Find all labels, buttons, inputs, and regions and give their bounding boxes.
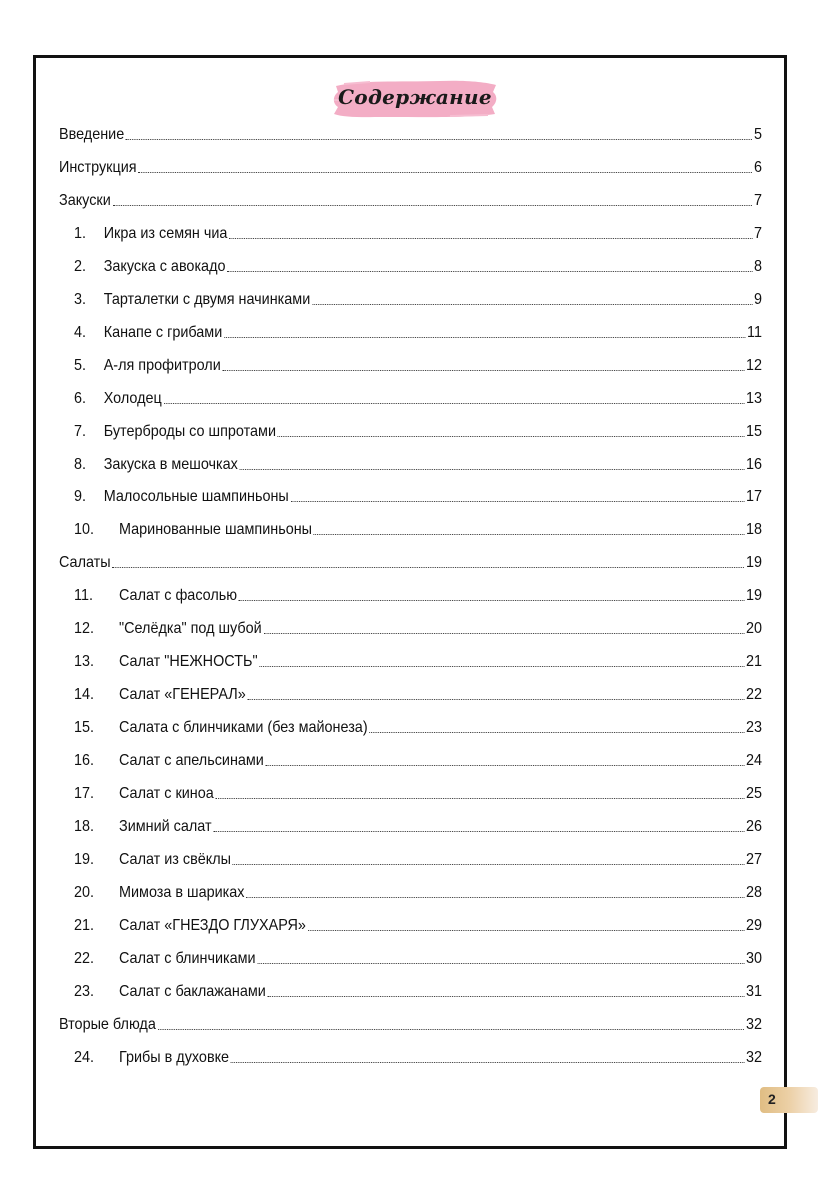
toc-item[interactable] — [74, 711, 762, 737]
toc-section[interactable] — [59, 184, 762, 210]
toc-item-number: 8. — [74, 455, 87, 473]
toc-section[interactable] — [59, 151, 762, 177]
toc-leader-dots — [278, 435, 744, 437]
toc-item-title: Бутерброды со шпротами — [103, 422, 276, 440]
toc-item-number: 14. — [74, 686, 95, 704]
toc-leader-dots — [158, 1028, 745, 1030]
toc-item-page: 15 — [745, 422, 762, 440]
toc-item-title: Салат с апельсинами — [119, 752, 264, 770]
toc-leader-dots — [223, 369, 745, 371]
toc-item-number: 12. — [74, 620, 95, 638]
toc-leader-dots — [233, 863, 744, 865]
toc-leader-dots — [112, 566, 744, 568]
toc-leader-dots — [138, 171, 752, 173]
toc-item-number: 2. — [74, 257, 87, 275]
toc-item-page: 24 — [745, 752, 762, 770]
toc-item-title: Салат с баклажанами — [119, 982, 266, 1000]
toc-item-number: 21. — [74, 916, 95, 934]
toc-item-page: 26 — [745, 817, 762, 835]
toc-item-number: 19. — [74, 850, 95, 868]
toc-item-number: 9. — [74, 488, 87, 506]
toc-leader-dots — [246, 896, 744, 898]
toc-item-title: "Селёдка" под шубой — [119, 620, 262, 638]
toc-item-number: 1. — [74, 224, 87, 242]
toc-item-page: 32 — [745, 1048, 762, 1066]
toc-leader-dots — [369, 731, 744, 733]
toc-item-title: Вторые блюда — [59, 1015, 156, 1033]
toc-item-page: 25 — [745, 785, 762, 802]
toc-item-title: Закуски — [59, 191, 111, 209]
toc-leader-dots — [231, 1061, 744, 1063]
toc-item-page: 23 — [745, 719, 762, 737]
toc-item-page: 5 — [753, 126, 762, 143]
toc-item-page: 7 — [753, 224, 762, 242]
toc-item-number: 3. — [74, 290, 87, 308]
toc-item-title: Салат с киноа — [119, 785, 214, 802]
toc-leader-dots — [240, 468, 745, 470]
toc-item-title: Инструкция — [59, 158, 137, 176]
toc-item[interactable] — [74, 612, 762, 638]
toc-item-page: 19 — [745, 554, 762, 572]
toc-item-page: 16 — [745, 455, 762, 473]
toc-item-title: Грибы в духовке — [119, 1048, 230, 1066]
toc-item[interactable] — [74, 513, 762, 539]
toc-section[interactable] — [59, 118, 762, 144]
toc-item-number: 10. — [74, 521, 95, 539]
toc-leader-dots — [227, 270, 752, 272]
toc-item[interactable] — [74, 480, 762, 506]
toc-item-page: 8 — [753, 257, 762, 275]
toc-item-page: 22 — [745, 686, 762, 704]
toc-leader-dots — [224, 336, 745, 338]
toc-item-number: 22. — [74, 949, 95, 967]
toc-item-page: 12 — [745, 356, 762, 374]
toc-item-title: Холодец — [103, 389, 162, 407]
toc-item-title: Зимний салат — [119, 817, 212, 835]
toc-item-title: Закуска в мешочках — [103, 455, 238, 473]
toc-item[interactable] — [74, 448, 762, 474]
toc-leader-dots — [229, 237, 752, 239]
toc-item[interactable] — [74, 349, 762, 375]
toc-item-number: 24. — [74, 1048, 95, 1066]
toc-item[interactable] — [74, 283, 762, 309]
toc-item-title: Салат «ГЕНЕРАЛ» — [119, 686, 246, 704]
toc-item-number: 16. — [74, 752, 95, 770]
toc-item-number: 17. — [74, 785, 95, 802]
toc-item-page: 9 — [753, 290, 762, 308]
toc-leader-dots — [213, 830, 744, 832]
toc-item-page: 19 — [745, 587, 762, 605]
toc-item-title: Маринованные шампиньоны — [119, 521, 313, 539]
toc-item-number: 23. — [74, 982, 95, 1000]
toc-item-number: 18. — [74, 817, 95, 835]
toc-item-title: Салат с блинчиками — [119, 949, 256, 967]
toc-leader-dots — [259, 665, 744, 667]
toc-leader-dots — [266, 764, 745, 766]
toc-item[interactable] — [74, 678, 762, 704]
toc-item[interactable] — [74, 942, 762, 968]
toc-item-title: А-ля профитроли — [103, 356, 221, 374]
toc-item[interactable] — [74, 579, 762, 605]
toc-item[interactable] — [74, 810, 762, 836]
toc-item[interactable] — [74, 909, 762, 935]
toc-item[interactable] — [74, 744, 762, 770]
toc-item-page: 27 — [745, 850, 762, 868]
toc-item[interactable] — [74, 316, 762, 342]
toc-item-title: Салаты — [59, 554, 111, 572]
toc-item-page: 17 — [745, 488, 762, 506]
toc-leader-dots — [308, 929, 744, 931]
toc-item[interactable] — [74, 975, 762, 1001]
toc-item[interactable] — [74, 876, 762, 902]
toc-leader-dots — [257, 962, 744, 964]
toc-item[interactable] — [74, 217, 762, 243]
toc-item-title: Канапе с грибами — [103, 323, 223, 341]
toc-item[interactable] — [74, 382, 762, 408]
toc-leader-dots — [239, 599, 744, 601]
toc-item-number: 4. — [74, 323, 87, 341]
toc-item-title: Введение — [59, 126, 125, 143]
toc-leader-dots — [264, 632, 745, 634]
toc-section[interactable] — [59, 1008, 762, 1034]
toc-item-page: 29 — [745, 916, 762, 934]
toc-leader-dots — [113, 204, 753, 206]
toc-item-number: 6. — [74, 389, 87, 407]
toc-leader-dots — [268, 995, 745, 997]
toc-item-number: 13. — [74, 653, 95, 671]
toc-item[interactable] — [74, 645, 762, 671]
toc-item[interactable] — [74, 843, 762, 869]
toc-item-title: Малосольные шампиньоны — [103, 488, 289, 506]
toc-item-page: 32 — [745, 1015, 762, 1033]
toc-item-page: 30 — [745, 949, 762, 967]
toc-item[interactable] — [74, 777, 762, 803]
toc-item-page: 7 — [753, 191, 762, 209]
toc-item-page: 11 — [747, 323, 762, 341]
toc-item-title: Салата с блинчиками (без майонеза) — [119, 719, 368, 737]
toc-item-number: 20. — [74, 883, 95, 901]
toc-leader-dots — [126, 138, 752, 140]
toc-item-title: Закуска с авокадо — [103, 257, 226, 275]
toc-item-page: 18 — [745, 521, 762, 539]
toc-item-page: 13 — [745, 389, 762, 407]
toc-item-title: Салат «ГНЕЗДО ГЛУХАРЯ» — [119, 916, 306, 934]
toc-item[interactable] — [74, 250, 762, 276]
toc-item-number: 11. — [74, 587, 93, 605]
toc-leader-dots — [248, 698, 745, 700]
toc-item-title: Салат "НЕЖНОСТЬ" — [119, 653, 258, 671]
toc-leader-dots — [216, 797, 745, 799]
page-number: 2 — [768, 1091, 776, 1107]
toc-item[interactable] — [74, 415, 762, 441]
toc-leader-dots — [312, 303, 752, 305]
toc-item-number: 15. — [74, 719, 95, 737]
toc-item-page: 28 — [745, 883, 762, 901]
toc-item-page: 21 — [745, 653, 762, 671]
toc-leader-dots — [291, 500, 745, 502]
toc-item[interactable] — [74, 1041, 762, 1067]
toc-item-number: 5. — [74, 356, 87, 374]
toc-item-page: 20 — [745, 620, 762, 638]
toc-item-page: 31 — [745, 982, 762, 1000]
page-number-badge — [760, 1087, 818, 1113]
toc-leader-dots — [314, 533, 744, 535]
toc-item-title: Салат с фасолью — [119, 587, 238, 605]
toc-section[interactable] — [59, 546, 762, 572]
toc-title — [330, 76, 500, 122]
toc-item-title: Салат из свёклы — [119, 850, 231, 868]
toc-item-title: Тарталетки с двумя начинками — [103, 290, 311, 308]
toc-leader-dots — [164, 402, 745, 404]
toc-item-number: 7. — [74, 422, 87, 440]
toc-item-title: Мимоза в шариках — [119, 883, 245, 901]
toc-item-page: 6 — [753, 158, 762, 176]
toc-item-title: Икра из семян чиа — [103, 224, 228, 242]
toc-title-text: Содержание — [338, 85, 492, 109]
